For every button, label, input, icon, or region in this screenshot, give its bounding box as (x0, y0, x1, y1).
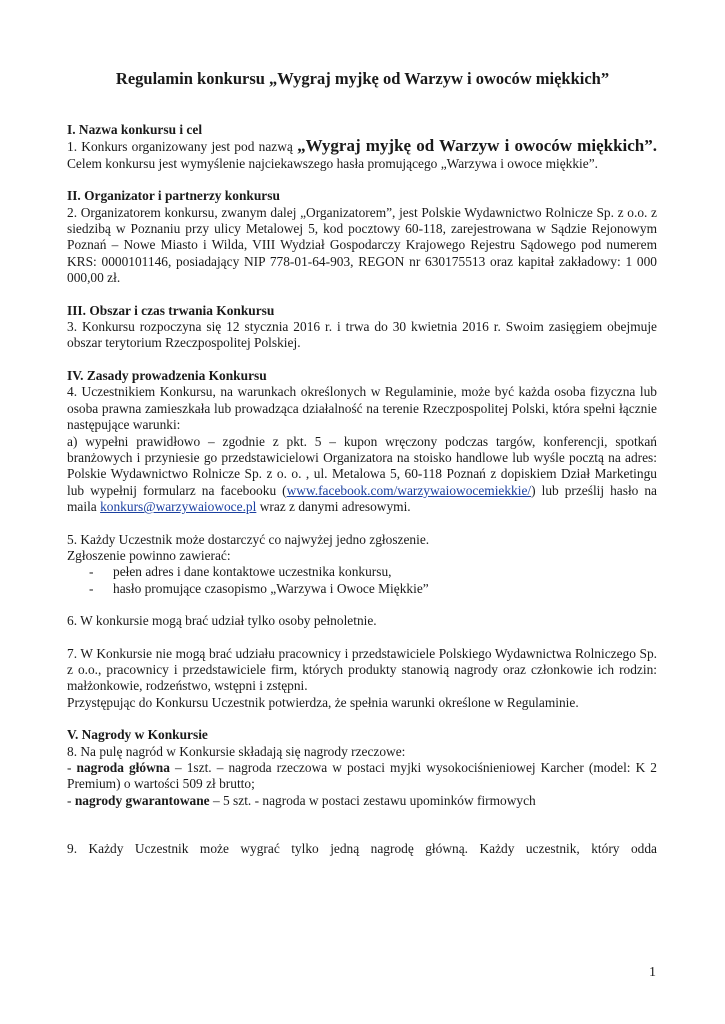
main-prize (67, 760, 657, 793)
section-1-heading: I. Nazwa konkursu i cel (67, 122, 203, 137)
document-body (67, 122, 657, 858)
main-prize-text: – 1szt. – nagroda rzeczowa w postaci myjki wysokociśnieniowej Karcher (model: K 2 Premium) o wartości 509 zł brutto; (67, 760, 657, 792)
guaranteed-prizes-label: nagrody gwarantowane (74, 792, 210, 808)
paragraph-4a-end: wraz z danymi adresowymi. (256, 499, 411, 515)
list-item: - pełen adres i dane kontaktowe uczestnika konkursu, (89, 564, 657, 580)
guaranteed-prizes (67, 793, 657, 809)
facebook-link[interactable]: www.facebook.com/warzywaiowocemiekkie/ (286, 482, 532, 498)
paragraph-7-confirmation: Przystępując do Konkursu Uczestnik potwierdza, że spełnia warunki określone w Regulaminie. (67, 694, 579, 710)
section-4-heading: IV. Zasady prowadzenia Konkursu (67, 367, 267, 383)
guaranteed-prizes-dash: - (67, 792, 75, 808)
section-3-heading: III. Obszar i czas trwania Konkursu (67, 302, 275, 318)
requirements-list (67, 564, 657, 597)
paragraph-1-rest: Celem konkursu jest wymyślenie najciekawszego hasła promującego „Warzywa i owoce miękkie”. (67, 155, 599, 171)
paragraph-4a-text: a) wypełni prawidłowo – zgodnie z pkt. 5 – kupon wręczony podczas targów, konferencji, spotkań branżowych i przyniesie go przedstawicielowi Organizatora na stoisko handlowe lub wyśle pocztą na adres: Polskie Wydawnictwo Rolnicze Sp. z o. o. , ul. Metalowa 5, 60-118 Poznań z dopiskiem Dział Marketingu lub wypełnij formularz na facebooku ( (67, 433, 657, 498)
paragraph-9: 9. Każdy Uczestnik może wygrać tylko jedną nagrodę główną. Każdy uczestnik, który odda (67, 841, 657, 857)
main-prize-dash: - (67, 760, 77, 775)
main-prize-label: nagroda główna (76, 760, 170, 775)
paragraph-1 (67, 138, 657, 172)
section-2-heading: II. Organizator i partnerzy konkursu (67, 188, 280, 204)
page-number: 1 (649, 965, 656, 980)
paragraph-5-list-intro: Zgłoszenie powinno zawierać: (67, 547, 231, 563)
paragraph-4a-middle: ) lub prześlij hasło na maila (67, 482, 658, 515)
paragraph-2: 2. Organizatorem konkursu, zwanym dalej „Organizatorem”, jest Polskie Wydawnictwo Rolnicze Sp. z o.o. z siedzibą w Poznaniu przy ulicy Metalowej 5, kod pocztowy 60-118, zarejestrowana w Sądzie Rejonowym Poznań – Nowe Miasto i Wilda, VIII Wydział Gospodarczy Krajowego Rejestru Sądowego pod numerem KRS: 0000101146, posiadający NIP 778-01-64-903, REGON nr 630175513 oraz kapitał zakładowy: 1 000 000,00 zł. (67, 204, 657, 286)
paragraph-4a (67, 434, 657, 516)
paragraph-7: 7. W Konkursie nie mogą brać udziału pracownicy i przedstawiciele Polskiego Wydawnictwa Rolniczego Sp. z o.o., pracownicy i przedstawiciele firm, których produkty stanowią nagrody oraz członkowie ich rodzin: małżonkowie, rodzeństwo, wstępni i zstępni. (67, 645, 657, 694)
paragraph-1-intro: 1. Konkurs organizowany jest pod nazwą (67, 139, 298, 155)
paragraph-5: 5. Każdy Uczestnik może dostarczyć co najwyżej jedno zgłoszenie. (67, 531, 430, 547)
section-5-heading: V. Nagrody w Konkursie (67, 727, 208, 743)
paragraph-8: 8. Na pulę nagród w Konkursie składają się nagrody rzeczowe: (67, 743, 406, 759)
paragraph-6: 6. W konkursie mogą brać udział tylko osoby pełnoletnie. (67, 613, 377, 629)
document-title: Regulamin konkursu „Wygraj myjkę od Warzyw i owoców miękkich” (115, 69, 610, 88)
paragraph-3: 3. Konkursu rozpoczyna się 12 stycznia 2016 r. i trwa do 30 kwietnia 2016 r. Swoim zasięgiem obejmuje obszar terytorium Rzeczpospolitej Polskiej. (67, 319, 657, 351)
paragraph-4: 4. Uczestnikiem Konkursu, na warunkach określonych w Regulaminie, może być każda osoba fizyczna lub osoba prawna zamieszkała lub prowadząca działalność na terenie Rzeczpospolitej Polski, która spełni łącznie następujące warunki: (67, 384, 657, 433)
guaranteed-prizes-text: – 5 szt. - nagroda w postaci zestawu upominków firmowych (209, 792, 536, 808)
contest-name: „Wygraj myjkę od Warzyw i owoców miękkich”. (297, 136, 657, 156)
email-link[interactable]: konkurs@warzywaiowoce.pl (100, 499, 257, 515)
list-item: - hasło promujące czasopismo „Warzywa i Owoce Miękkie” (89, 581, 657, 597)
